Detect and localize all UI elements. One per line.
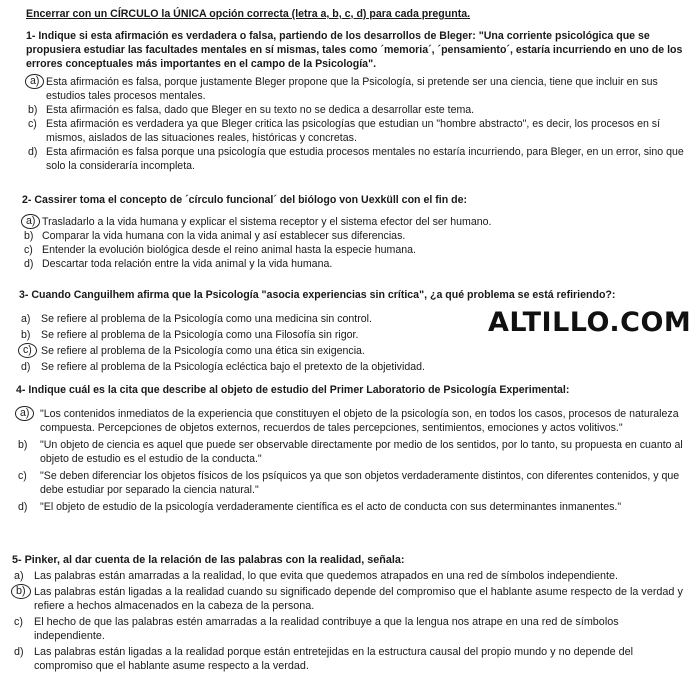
question-5	[12, 553, 687, 673]
option-c[interactable]	[22, 243, 687, 257]
option-text: Se refiere al problema de la Psicología como una ética sin exigencia.	[41, 345, 365, 357]
option-letter: a)	[21, 313, 31, 325]
circled-option-letter: a)	[15, 406, 34, 421]
option-letter: c)	[28, 118, 37, 130]
question-text: 3- Cuando Canguilhem afirma que la Psicología "asocia experiencias sin crítica", ¿a qué problema se está refiriendo?:	[19, 289, 616, 301]
option-text: "Un objeto de ciencia es aquel que puede ser observable directamente por medio de los sentidos, por lo tanto, su propuesta en cuanto al objeto de estudio es el estudio de la conducta."	[40, 439, 683, 465]
option-letter: d)	[28, 146, 38, 158]
option-letter: c)	[14, 616, 23, 628]
circled-option-letter: a)	[21, 214, 40, 229]
option-letter: b)	[21, 329, 31, 341]
option-d[interactable]	[12, 645, 687, 673]
option-text: Se refiere al problema de la Psicología como una medicina sin control.	[41, 313, 372, 325]
option-b[interactable]	[19, 328, 459, 342]
circled-option-letter: a)	[25, 74, 44, 89]
option-text: Trasladarlo a la vida humana y explicar el sistema receptor y el sistema efector del ser humano.	[42, 216, 492, 228]
circled-option-letter: b)	[11, 584, 31, 599]
option-letter: d)	[24, 258, 34, 270]
option-text: Esta afirmación es falsa, porque justamente Bleger propone que la Psicología, si pretende ser una ciencia, tiene que incluir en sus estudios tales procesos mentales.	[46, 76, 658, 102]
option-d[interactable]	[16, 500, 686, 514]
option-letter: b)	[28, 104, 38, 116]
option-c[interactable]	[12, 615, 687, 643]
option-a[interactable]	[16, 407, 686, 435]
option-letter: a)	[14, 570, 24, 582]
option-text: Descartar toda relación entre la vida animal y la vida humana.	[42, 258, 333, 270]
option-c[interactable]	[16, 469, 686, 497]
question-1	[26, 29, 691, 173]
option-text: Comparar la vida humana con la vida animal y así establecer sus diferencias.	[42, 230, 406, 242]
question-4	[16, 383, 686, 514]
option-d[interactable]	[22, 257, 687, 271]
question-text: 1- Indique si esta afirmación es verdadera o falsa, partiendo de los desarrollos de Bleger: "Una corriente psicológica que se propusiera estudiar las facultades mentales en sí mismas, tales como ´memoria´, ´pensamiento´, estaría incurriendo en uno de los errores conceptuales más importantes en el campo de la Psicología".	[26, 30, 683, 70]
option-text: Esta afirmación es falsa porque una psicología que estudia procesos mentales no estaría incurriendo, para Bleger, en un error, sino que solo la consideraría incompleta.	[46, 146, 684, 172]
option-text: Esta afirmación es verdadera ya que Bleger critica las psicologías que estudian un "hombre abstracto", es decir, los procesos en sí mismos, aislados de las situaciones reales, históricas y concretas.	[46, 118, 661, 144]
watermark: ALTILLO.COM	[488, 307, 692, 338]
option-b[interactable]	[26, 103, 691, 117]
option-letter: d)	[21, 361, 31, 373]
option-a[interactable]	[22, 215, 687, 229]
option-b[interactable]	[12, 585, 687, 613]
option-text: "El objeto de estudio de la psicología verdaderamente científica es el acto de conducta con sus determinantes inmanentes."	[40, 501, 622, 513]
option-a[interactable]	[26, 75, 691, 103]
option-text: El hecho de que las palabras estén amarradas a la realidad contribuye a que la lengua nos atrape en una red de símbolos independiente.	[34, 616, 619, 642]
option-text: "Se deben diferenciar los objetos físicos de los psíquicos ya que son objetos verdaderamente distintos, con diferentes contenidos, y que debe estudiar por separado la ciencia natural."	[40, 470, 680, 496]
option-letter: d)	[14, 646, 24, 658]
option-d[interactable]	[26, 145, 691, 173]
option-b[interactable]	[22, 229, 687, 243]
question-3-options	[19, 312, 459, 374]
question-text: 4- Indique cuál es la cita que describe al objeto de estudio del Primer Laboratorio de Psicología Experimental:	[16, 384, 570, 396]
option-d[interactable]	[19, 360, 459, 374]
option-a[interactable]	[12, 569, 687, 583]
option-text: "Los contenidos inmediatos de la experiencia que constituyen el objeto de la psicología son, en todos los casos, procesos de naturaleza compuesta. Percepciones de objetos externos, recuerdos de tales percepciones, sentimientos, emociones y actos volitivos."	[40, 408, 679, 434]
option-text: Se refiere al problema de la Psicología ecléctica bajo el pretexto de la objetividad.	[41, 361, 425, 373]
question-text: 2- Cassirer toma el concepto de ´círculo funcional´ del biólogo von Uexküll con el fin de:	[22, 194, 468, 206]
circled-option-letter: c)	[18, 343, 37, 358]
option-a[interactable]	[19, 312, 459, 326]
question-2	[22, 193, 687, 271]
option-b[interactable]	[16, 438, 686, 466]
option-letter: d)	[18, 501, 28, 513]
question-text: 5- Pinker, al dar cuenta de la relación de las palabras con la realidad, señala:	[12, 554, 405, 566]
instructions: Encerrar con un CÍRCULO la ÚNICA opción correcta (letra a, b, c, d) para cada pregunta.	[26, 8, 471, 20]
option-text: Las palabras están ligadas a la realidad cuando su significado depende del compromiso que el hablante asume respecto de la verdad y refiere a hechos almacenados en la cabeza de la persona.	[34, 586, 683, 612]
option-letter: c)	[18, 470, 27, 482]
option-text: Las palabras están amarradas a la realidad, lo que evita que quedemos atrapados en una red de símbolos independiente.	[34, 570, 619, 582]
option-c[interactable]	[19, 344, 459, 358]
question-3	[19, 288, 684, 374]
option-letter: b)	[18, 439, 28, 451]
option-letter: c)	[24, 244, 33, 256]
option-letter: b)	[24, 230, 34, 242]
option-text: Se refiere al problema de la Psicología como una Filosofía sin rigor.	[41, 329, 359, 341]
option-c[interactable]	[26, 117, 691, 145]
option-text: Esta afirmación es falsa, dado que Bleger en su texto no se dedica a desarrollar este tema.	[46, 104, 475, 116]
option-text: Las palabras están ligadas a la realidad porque están entretejidas en la estructura causal del propio mundo y no depende del compromiso que el hablante asume respecto a la verdad.	[34, 646, 634, 672]
option-text: Entender la evolución biológica desde el reino animal hasta la especie humana.	[42, 244, 416, 256]
